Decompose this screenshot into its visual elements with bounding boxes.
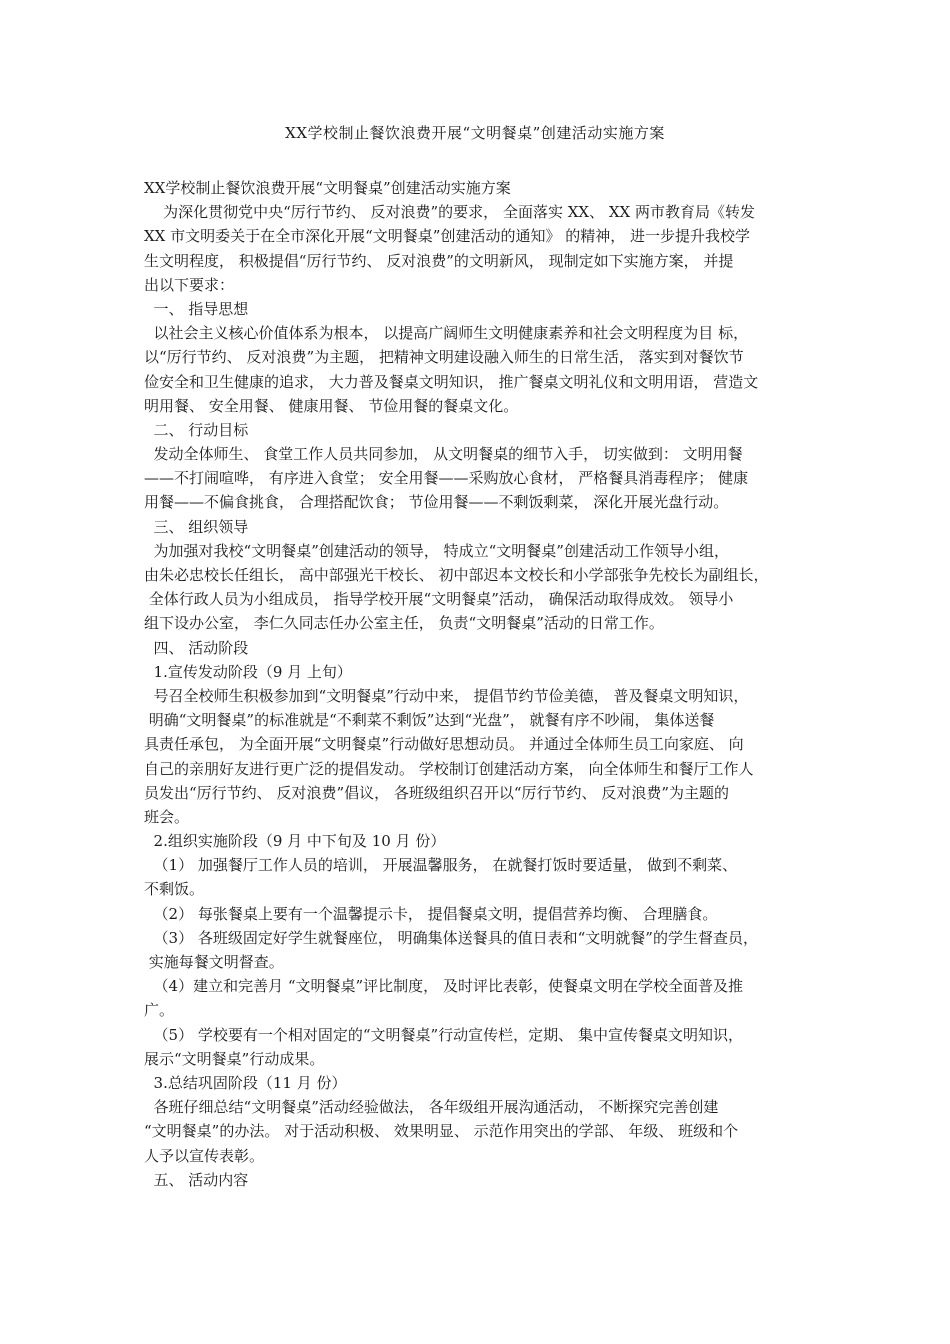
text-line: ——不打闹喧哗， 有序进入食堂； 安全用餐——采购放心食材， 严格餐具消毒程序； 健康 — [144, 469, 749, 488]
text-line: 具责任承包， 为全面开展“文明餐桌”行动做好思想动员。 并通过全体师生员工向家庭、 向 — [144, 735, 744, 754]
text-line: 为加强对我校“文明餐桌”创建活动的领导， 特成立“文明餐桌”创建活动工作领导小组， — [144, 541, 729, 560]
text-line: 自己的亲朋好友进行更广泛的提倡发动。 学校制订创建活动方案， 向全体师生和餐厅工作人 — [144, 759, 754, 778]
text-line: 以社会主义核心价值体系为根本， 以提高广阔师生文明健康素养和社会文明程度为目 标， — [144, 324, 749, 343]
text-line: 班会。 — [144, 807, 190, 826]
text-line: （5） 学校要有一个相对固定的“文明餐桌”行动宣传栏，定期、 集中宣传餐桌文明知识， — [144, 1025, 743, 1044]
text-line: 2.组织实施阶段（9 月 中下旬及 10 月 份） — [144, 832, 446, 851]
text-line: 人予以宣传表彰。 — [144, 1146, 265, 1165]
text-line: 明用餐、 安全用餐、 健康用餐、 节俭用餐的餐桌文化。 — [144, 396, 519, 415]
text-line: XX 市文明委关于在全市深化开展“文明餐桌”创建活动的通知》 的精神， 进一步提升我校学 — [144, 227, 751, 246]
document-title: XX学校制止餐饮浪费开展“文明餐桌”创建活动实施方案 — [285, 124, 665, 142]
text-line: 实施每餐文明督查。 — [144, 953, 284, 971]
text-line: 号召全校师生积极参加到“文明餐桌”行动中来， 提倡节约节俭美德， 普及餐桌文明知识， — [144, 686, 749, 705]
text-line: （4）建立和完善月 “文明餐桌”评比制度， 及时评比表彰，使餐桌文明在学校全面普及推 — [144, 977, 743, 996]
text-line: 由朱必忠校长任组长， 高中部强光干校长、 初中部迟本文校长和小学部张争先校长为副组长， — [144, 566, 769, 584]
text-line: 明确“文明餐桌”的标准就是“不剩菜不剩饭”达到“光盘”， 就餐有序不吵闹， 集体送餐 — [144, 711, 715, 730]
document-body — [144, 176, 814, 1192]
text-line: （2） 每张餐桌上要有一个温馨提示卡， 提倡餐桌文明，提倡营养均衡、 合理膳食。 — [144, 904, 718, 923]
text-line: 3.总结巩固阶段（11 月 份） — [144, 1073, 347, 1092]
text-line: 出以下要求： — [144, 275, 235, 294]
text-line: 发动全体师生、 食堂工作人员共同参加， 从文明餐桌的细节入手， 切实做到： 文明用餐 — [144, 445, 743, 464]
text-line: 广。 — [144, 1001, 175, 1020]
text-line: 五、 活动内容 — [144, 1170, 249, 1189]
text-line: 生文明程度， 积极提倡“厉行节约、 反对浪费”的文明新风， 现制定如下实施方案， 并提 — [144, 251, 734, 270]
text-line: （1） 加强餐厅工作人员的培训， 开展温馨服务， 在就餐打饭时要适量， 做到不剩菜、 — [144, 856, 738, 875]
text-line: 组下设办公室， 李仁久同志任办公室主任， 负责“文明餐桌”活动的日常工作。 — [144, 614, 664, 633]
text-line: 不剩饭。 — [144, 880, 205, 899]
text-line: 三、 组织领导 — [144, 517, 249, 536]
text-line: 全体行政人员为小组成员， 指导学校开展“文明餐桌”活动， 确保活动取得成效。 领导小 — [144, 590, 734, 609]
text-line: 为深化贯彻党中央“厉行节约、 反对浪费”的要求， 全面落实 XX、 XX 两市教育局《转发 — [144, 203, 755, 222]
text-line: “文明餐桌”的办法。 对于活动积极、 效果明显、 示范作用突出的学部、 年级、 班级和个 — [144, 1122, 739, 1141]
text-line: 展示“文明餐桌”行动成果。 — [144, 1049, 325, 1068]
text-line: 二、 行动目标 — [144, 420, 249, 439]
text-line: 各班仔细总结“文明餐桌”活动经验做法， 各年级组开展沟通活动， 不断探究完善创建 — [144, 1098, 719, 1117]
text-line: 1.宣传发动阶段（9 月 上旬） — [144, 662, 352, 681]
text-line: XX学校制止餐饮浪费开展“文明餐桌”创建活动实施方案 — [144, 179, 511, 197]
text-line: 以“厉行节约、 反对浪费”为主题， 把精神文明建设融入师生的日常生活， 落实到对餐饮节 — [144, 348, 744, 367]
text-line: 员发出“厉行节约、 反对浪费”倡议， 各班级组织召开以“厉行节约、 反对浪费”为主题的 — [144, 783, 729, 802]
text-line: （3） 各班级固定好学生就餐座位， 明确集体送餐具的值日表和“文明就餐”的学生督查员， — [144, 928, 758, 947]
text-line: 一、 指导思想 — [144, 299, 249, 318]
text-line: 俭安全和卫生健康的追求， 大力普及餐桌文明知识， 推广餐桌文明礼仪和文明用语， 营造文 — [144, 372, 759, 391]
text-line: 用餐——不偏食挑食， 合理搭配饮食； 节俭用餐——不剩饭剩菜， 深化开展光盘行动。 — [144, 493, 729, 512]
text-line: 四、 活动阶段 — [144, 638, 249, 657]
